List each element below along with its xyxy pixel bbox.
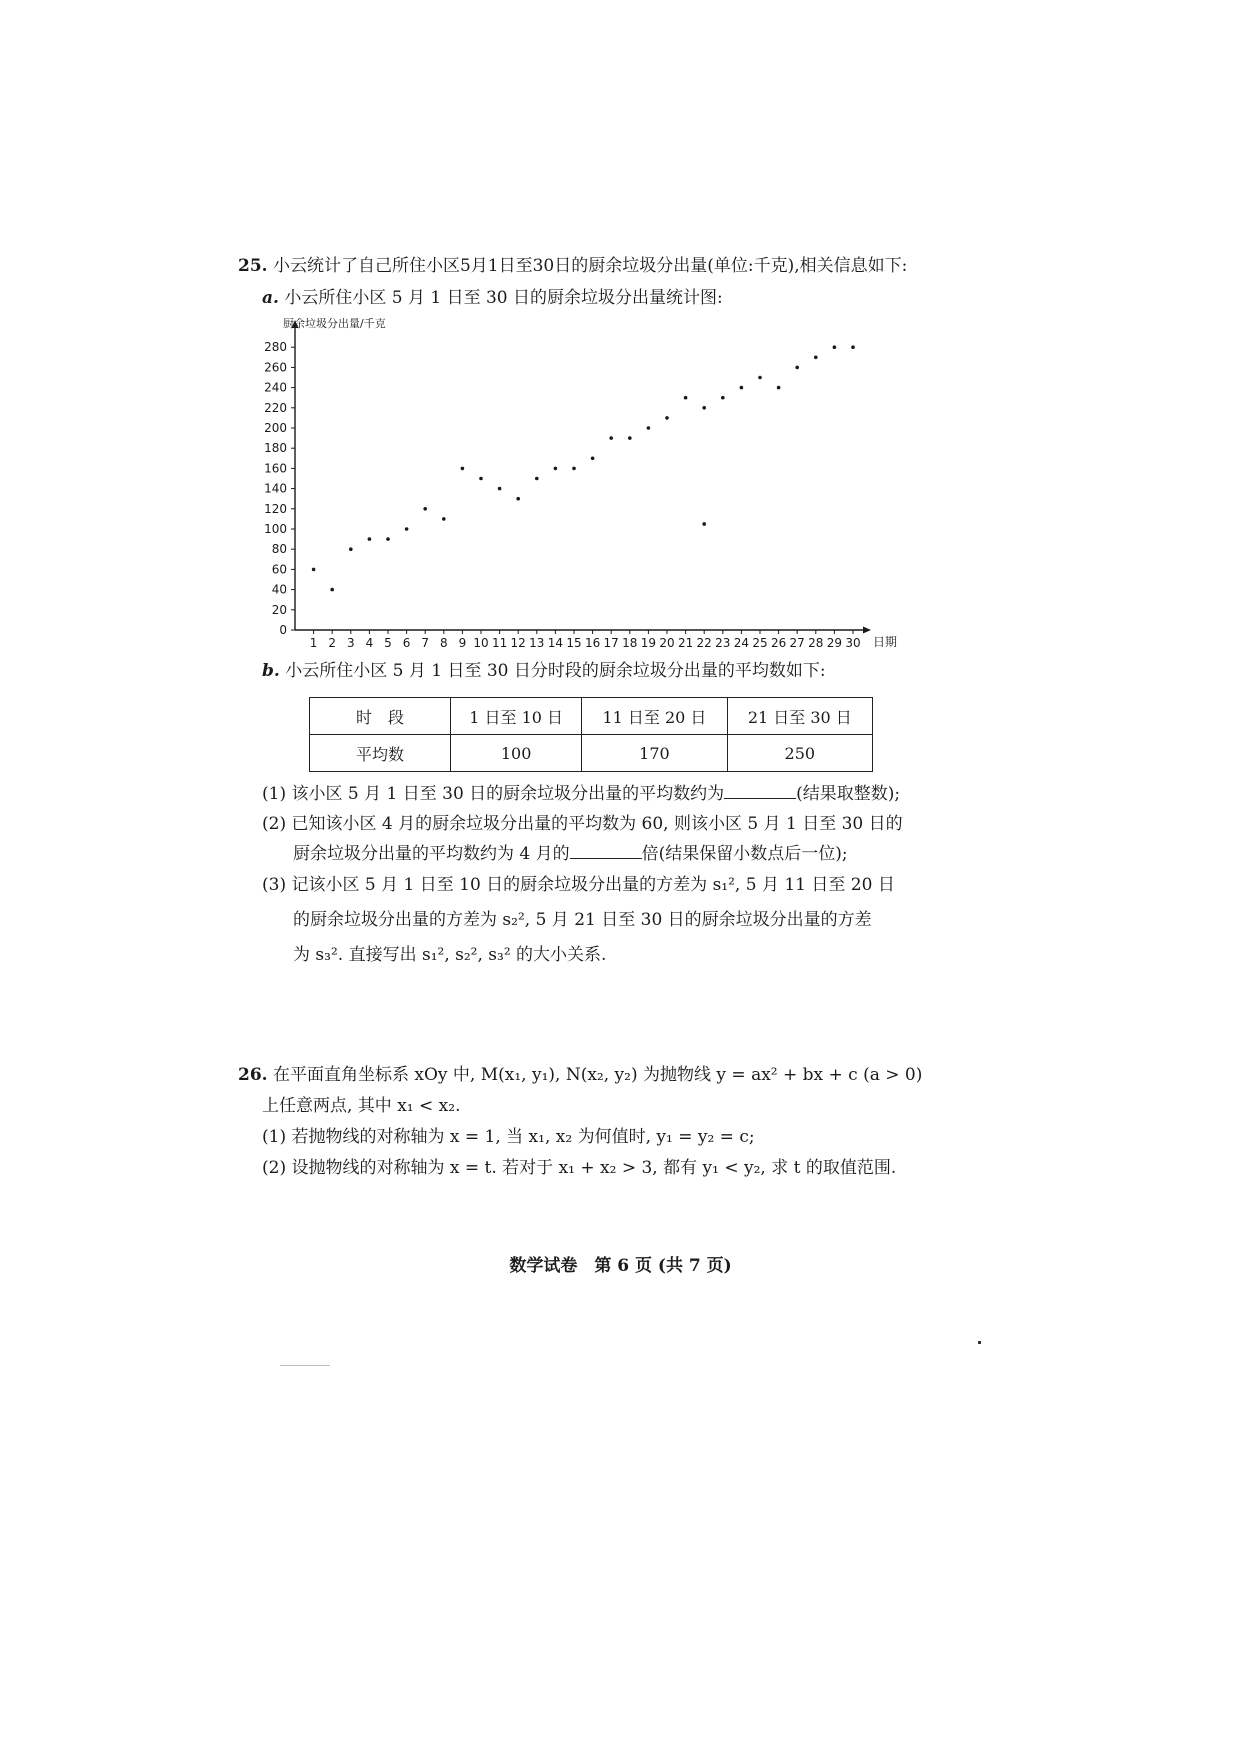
- data-point: [330, 588, 334, 592]
- x-tick-label: 6: [402, 636, 411, 650]
- x-tick-label: 19: [640, 636, 657, 650]
- data-point: [833, 345, 837, 349]
- q26-line2: 上任意两点, 其中 x₁ < x₂.: [262, 1096, 461, 1116]
- q25-part-a-label: a.: [262, 288, 279, 308]
- q25-stem-line: [238, 255, 907, 277]
- x-tick-label: 27: [789, 636, 805, 650]
- x-tick-label: 5: [384, 636, 392, 650]
- data-point: [312, 568, 316, 572]
- scan-speck: [978, 1341, 981, 1344]
- data-point: [684, 396, 688, 400]
- table-cell: 21 日至 30 日: [727, 698, 872, 735]
- table-cell: 100: [451, 735, 582, 772]
- x-tick-label: 7: [421, 636, 430, 650]
- data-point: [368, 537, 372, 541]
- x-tick-label: 21: [677, 636, 694, 650]
- q26-number: 26.: [238, 1065, 268, 1085]
- x-tick-label: 13: [529, 636, 545, 650]
- x-tick-label: 28: [808, 636, 824, 650]
- q26-text-line1: 在平面直角坐标系 xOy 中, M(x₁, y₁), N(x₂, y₂) 为抛物线 y = ax² + bx + c (a > 0): [272, 1065, 923, 1085]
- data-point: [702, 406, 706, 410]
- data-point: [349, 547, 353, 551]
- q25-sub3-line1: (3) 记该小区 5 月 1 日至 10 日的厨余垃圾分出量的方差为 s₁², 5 月 11 日至 20 日: [262, 875, 895, 895]
- data-point: [423, 507, 427, 511]
- scan-smudge: [280, 1365, 330, 1366]
- data-point: [814, 356, 818, 360]
- x-tick-label: 9: [458, 636, 467, 650]
- answer-blank: [724, 784, 796, 799]
- x-tick-label: 15: [566, 636, 582, 650]
- q25-sub2-line2: [293, 843, 848, 865]
- chart-axes: [292, 320, 872, 634]
- table-row: [310, 735, 873, 772]
- data-point: [461, 467, 465, 471]
- table-cell: 250: [727, 735, 872, 772]
- data-point: [572, 467, 576, 471]
- q25-sub2-line1: (2) 已知该小区 4 月的厨余垃圾分出量的平均数为 60, 则该小区 5 月 1 日至 30 日的: [262, 814, 903, 834]
- data-point: [795, 366, 799, 370]
- x-tick-label: 11: [491, 636, 508, 650]
- answer-blank: [570, 844, 642, 859]
- x-tick-label: 4: [365, 636, 374, 650]
- q25-part-a: [262, 287, 723, 309]
- data-point: [851, 345, 855, 349]
- x-tick-label: 8: [439, 636, 448, 650]
- x-tick-label: 17: [603, 636, 619, 650]
- y-tick-label: 40: [271, 582, 287, 597]
- y-tick-label: 0: [279, 623, 287, 637]
- data-point: [405, 527, 409, 531]
- table-row: [310, 698, 873, 735]
- q25-sub1: [262, 783, 900, 805]
- q25-sub1-tail: (结果取整数);: [796, 784, 901, 804]
- table-cell: 1 日至 10 日: [451, 698, 582, 735]
- q25-sub3-line3: 为 s₃². 直接写出 s₁², s₂², s₃² 的大小关系.: [293, 945, 607, 965]
- data-point: [609, 436, 613, 440]
- y-tick-label: 280: [264, 340, 287, 355]
- data-point: [721, 396, 725, 400]
- q26-sub2: (2) 设抛物线的对称轴为 x = t. 若对于 x₁ + x₂ > 3, 都有 y₁ < y₂, 求 t 的取值范围.: [262, 1158, 897, 1178]
- average-table: [309, 697, 873, 772]
- y-tick-label: 180: [264, 441, 287, 456]
- q25-stem: 小云统计了自己所住小区5月1日至30日的厨余垃圾分出量(单位:千克),相关信息如下:: [272, 256, 908, 276]
- y-tick-label: 260: [264, 360, 287, 375]
- data-point: [647, 426, 651, 430]
- x-tick-label: 30: [845, 636, 861, 650]
- x-tick-label: 18: [622, 636, 638, 650]
- q25-sub1-text: (1) 该小区 5 月 1 日至 30 日的厨余垃圾分出量的平均数约为: [262, 784, 725, 804]
- data-points: [312, 345, 855, 591]
- data-point: [386, 537, 390, 541]
- table-cell: 平均数: [310, 735, 451, 772]
- q25-part-b: [262, 660, 826, 682]
- x-tick-label: 29: [826, 636, 843, 650]
- page-footer: 数学试卷 第 6 页 (共 7 页): [509, 1256, 732, 1276]
- y-tick-label: 160: [264, 461, 287, 476]
- x-tick-label: 22: [696, 636, 712, 650]
- data-point: [628, 436, 632, 440]
- y-tick-label: 140: [264, 481, 287, 496]
- x-ticks: [310, 630, 861, 650]
- data-point: [554, 467, 558, 471]
- data-point: [702, 522, 706, 526]
- table-cell: 11 日至 20 日: [582, 698, 727, 735]
- q25-part-b-label: b.: [262, 661, 280, 681]
- q25-part-a-text: 小云所住小区 5 月 1 日至 30 日的厨余垃圾分出量统计图:: [284, 288, 723, 308]
- q25-number: 25.: [238, 256, 268, 276]
- x-tick-label: 23: [715, 636, 731, 650]
- data-point: [479, 477, 483, 481]
- table-cell: 170: [582, 735, 727, 772]
- data-point: [740, 386, 744, 390]
- x-tick-label: 20: [659, 636, 675, 650]
- data-point: [777, 386, 781, 390]
- data-point: [535, 477, 539, 481]
- q25-sub2-tail: 倍(结果保留小数点后一位);: [641, 844, 848, 864]
- y-ticks: [264, 340, 295, 637]
- data-point: [591, 457, 595, 461]
- y-tick-label: 240: [264, 380, 287, 395]
- x-axis-arrow: [863, 627, 871, 634]
- x-tick-label: 2: [328, 636, 337, 650]
- y-axis-label: 厨余垃圾分出量/千克: [283, 318, 386, 330]
- data-point: [665, 416, 669, 420]
- x-tick-label: 24: [733, 636, 750, 650]
- x-tick-label: 25: [752, 636, 768, 650]
- x-axis-label: 日期: [873, 635, 898, 649]
- data-point: [516, 497, 520, 501]
- y-tick-label: 20: [271, 602, 287, 617]
- q25-sub2-text: 厨余垃圾分出量的平均数约为 4 月的: [293, 844, 570, 864]
- q25-sub3-line2: 的厨余垃圾分出量的方差为 s₂², 5 月 21 日至 30 日的厨余垃圾分出量的方差: [293, 910, 872, 930]
- x-tick-label: 10: [473, 636, 489, 650]
- x-tick-label: 12: [510, 636, 526, 650]
- y-tick-label: 220: [264, 400, 287, 415]
- table-cell: 时 段: [310, 698, 451, 735]
- q26-line1: [238, 1064, 922, 1086]
- y-tick-label: 120: [264, 501, 287, 516]
- x-tick-label: 26: [770, 636, 787, 650]
- scatter-chart: [255, 318, 915, 658]
- q25-part-b-text: 小云所住小区 5 月 1 日至 30 日分时段的厨余垃圾分出量的平均数如下:: [285, 661, 826, 681]
- data-point: [442, 517, 446, 521]
- data-point: [498, 487, 502, 491]
- q26-sub1: (1) 若抛物线的对称轴为 x = 1, 当 x₁, x₂ 为何值时, y₁ = y₂ = c;: [262, 1127, 755, 1147]
- x-tick-label: 1: [309, 636, 318, 650]
- y-tick-label: 80: [271, 542, 287, 557]
- y-tick-label: 60: [271, 562, 287, 577]
- x-tick-label: 16: [584, 636, 601, 650]
- y-tick-label: 100: [264, 522, 287, 536]
- data-point: [758, 376, 762, 380]
- x-tick-label: 3: [346, 636, 355, 650]
- y-tick-label: 200: [264, 421, 287, 435]
- x-tick-label: 14: [547, 636, 564, 650]
